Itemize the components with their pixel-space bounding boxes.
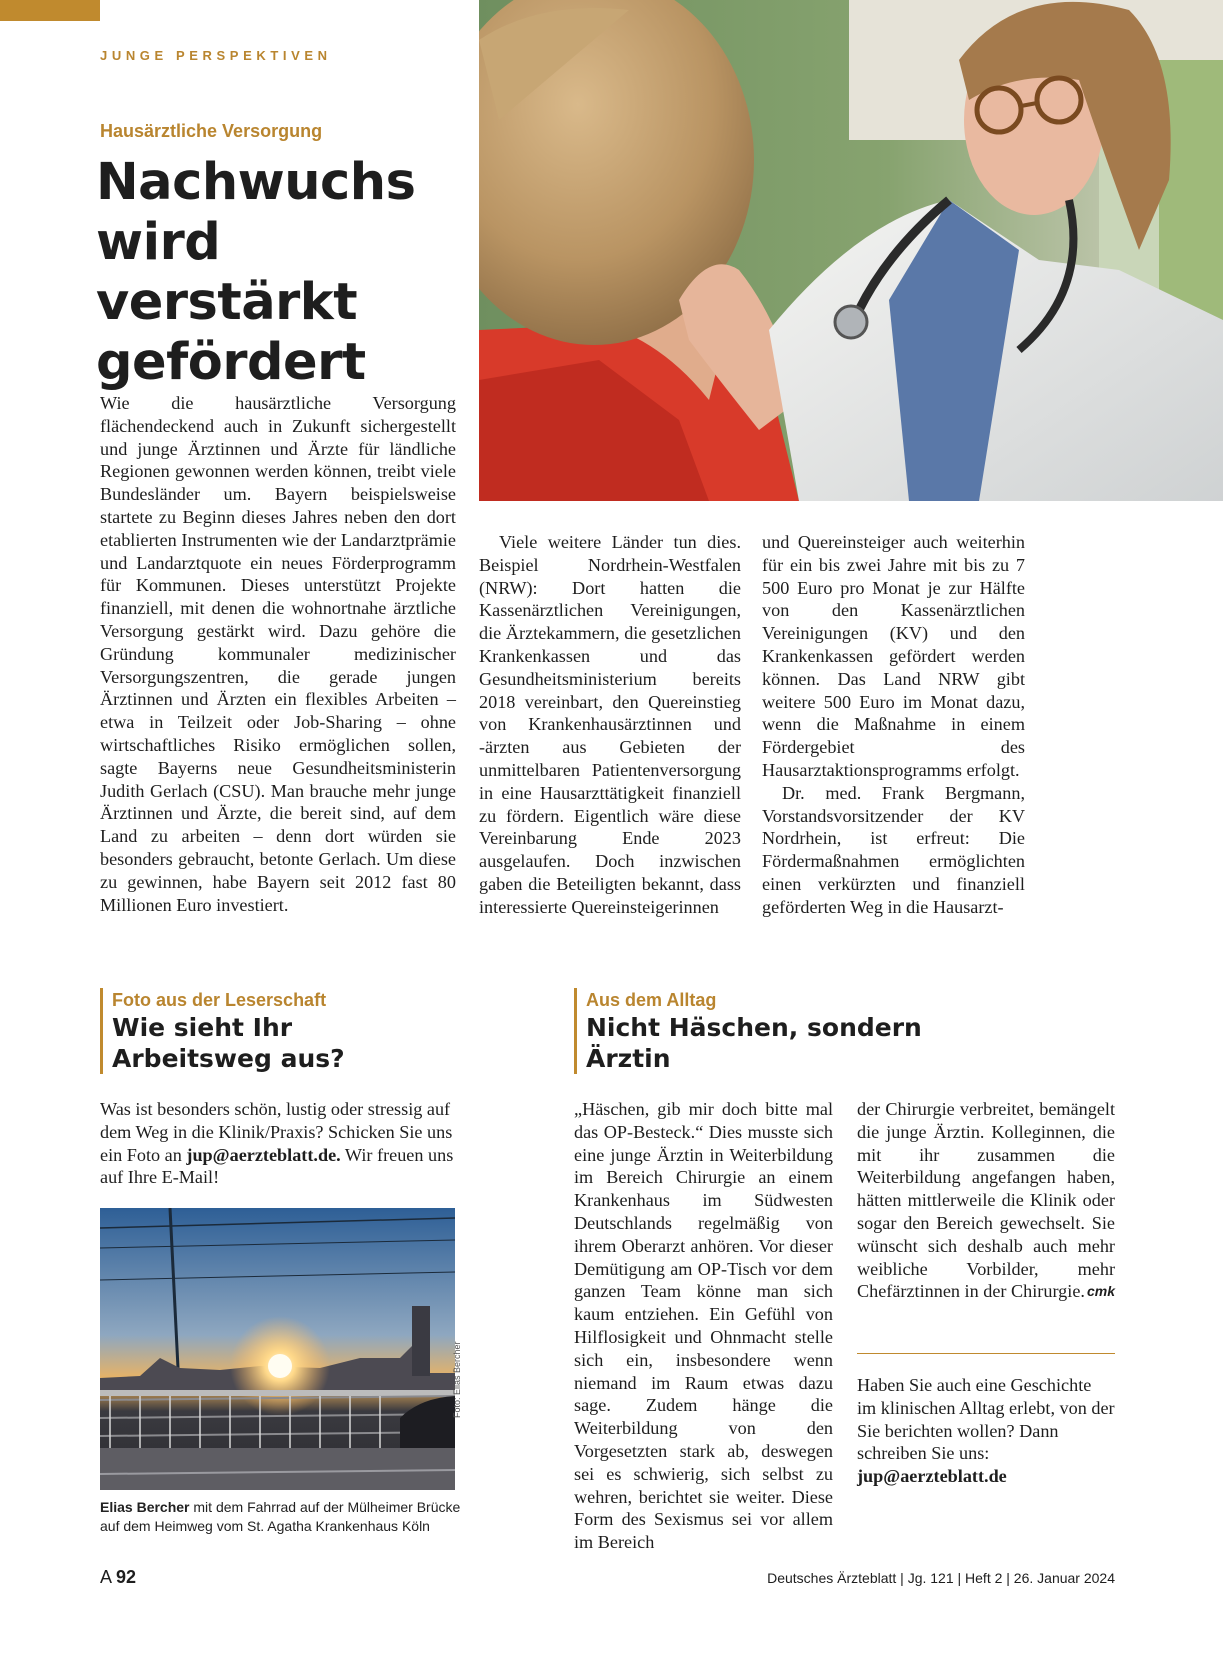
author-signature: cmk [1086, 1283, 1115, 1300]
article-headline: Nachwuchs wird verstärkt gefördert [96, 153, 416, 392]
story-paragraph: „Häschen, gib mir doch bitte mal das OP-Besteck.“ Dies musste sich eine junge Ärztin in Weiterbildung im Bereich Chirurgie an einem Krankenhaus im Südwesten Deutschlands regelmäßig von ihrem Oberarzt anhören. Vor dieser Demütigung am OP-Tisch vor dem ganzen Team könne man sich kaum entziehen. Ein Gefühl von Hilflosigkeit und Ohnmacht stelle sich ein, insbesondere wenn niemand im Raum etwas dazu sage. Zudem hänge die Weiterbildung von den Vorgesetzten stark ab, deswegen sei es schwierig, sich selbst zu wehren, berichtet sie weiter. Diese Form des Sexismus sei vor allem im Bereich [574, 1099, 833, 1553]
box-title: Wie sieht Ihr Arbeitsweg aus? [112, 1013, 345, 1073]
page-number: A 92 [100, 1567, 137, 1587]
box-kicker: Foto aus der Leserschaft [112, 990, 327, 1010]
hero-photo [479, 0, 1223, 501]
caption-text: mit dem Fahrrad auf der Mülheimer Brücke auf dem Heimweg vom St. Agatha Krankenhaus Köln [100, 1499, 461, 1534]
journal-info: Deutsches Ärzteblatt | Jg. 121 | Heft 2 | 26. Januar 2024 [767, 1570, 1115, 1586]
email-link[interactable]: jup@aerzteblatt.de. [186, 1144, 341, 1165]
box-title: Nicht Häschen, sondern Ärztin [586, 1013, 922, 1073]
article-kicker: Hausärztliche Versorgung [100, 121, 323, 141]
article-paragraph: Viele weitere Länder tun dies. Beispiel Nordrhein-Westfalen (NRW): Dort hatten die Kassenärztlichen Vereinigungen, die Ärztekammern, die gesetzlichen Krankenkassen und das Gesundheitsministerium bereits 2018 vereinbart, den Quereinstieg von Krankenhausärztinnen und -ärzten aus Gebieten der unmittelbaren Patientenversorgung in eine Hausarzttätigkeit finanziell zu fördern. Eigentlich wäre diese Vereinbarung Ende 2023 ausgelaufen. Doch inzwischen gaben die Beteiligten bekannt, dass interessierte Quereinsteigerinnen [479, 532, 741, 917]
caption-name: Elias Bercher [100, 1499, 190, 1515]
reader-photo-box-header [100, 988, 460, 1074]
article-paragraph: Wie die hausärztliche Versorgung flächendeckend auch in Zukunft sichergestellt und junge Ärztinnen und Ärzte für ländliche Regionen gewonnen werden können, treibt viele Bundesländer um. Bayern beispielsweise startete zu Beginn dieses Jahres neben den dort etablierten Instrumenten wie der Landarztprämie und Landarztquote ein neues Förderprogramm für Kommunen. Dieses unterstützt Projekte finanziell, mit denen die wohnortnahe ärztliche Versorgung gestärkt wird. Dazu gehöre die Gründung kommunaler medizinischer Versorgungszentren, die gerade jungen Ärztinnen und Ärzten ein flexibles Arbeiten – etwa in Teilzeit oder Job-Sharing – ohne wirtschaftliches Risiko ermöglichen sollen, sagte Bayerns neue Gesundheitsministerin Judith Gerlach (CSU). Man brauche mehr junge Ärztinnen und Ärzte, die bereit sind, auf dem Land zu arbeiten – denn dort würden sie besonders gebraucht, betonte Gerlach. Um diese zu gewinnen, habe Bayern seit 2012 fast 80 Millionen Euro investiert. [100, 393, 456, 915]
everyday-box-header [574, 988, 934, 1074]
article-paragraph: Dr. med. Frank Bergmann, Vorstandsvorsitzender der KV Nordrhein, ist erfreut: Die Fördermaßnahmen ermöglichten einen verkürzten und finanziell geförderten Weg in die Hausarzt- [762, 782, 1025, 917]
photo-credit: Foto: Elias Bercher [452, 1341, 462, 1418]
reader-photo [100, 1208, 455, 1490]
divider [857, 1353, 1115, 1354]
everyday-column-1 [574, 1098, 833, 1554]
article-paragraph: und Quereinsteiger auch weiterhin für ein bis zwei Jahre mit bis zu 7 500 Euro pro Monat je zur Hälfte von den Kassenärztlichen Vereinigungen (KV) und den Krankenkassen gefördert werden können. Das Land NRW gibt weitere 500 Euro im Monat dazu, wenn die Maßnahme in einem Fördergebiet des Hausarztaktionsprogramms erfolgt. [762, 532, 1025, 780]
article-column-1 [100, 392, 456, 916]
article-column-2 [479, 531, 741, 919]
article-column-3 [762, 531, 1025, 919]
everyday-column-2 [857, 1098, 1115, 1303]
photo-caption [100, 1498, 470, 1536]
accent-bar [0, 0, 100, 21]
reader-photo-box-text: Was ist besonders schön, lustig oder stressig auf dem Weg in die Klinik/Praxis? Schicken Sie uns ein Foto an jup@aerzteblatt.de. Wir freuen uns auf Ihre E-Mail! [100, 1099, 454, 1188]
story-paragraph: der Chirurgie verbreitet, bemängelt die junge Ärztin. Kolleginnen, die mit ihr zusammen die Weiterbildung angefangen haben, hätten mittlerweile die Klinik oder sogar den Bereich gewechselt. Sie wünscht sich deshalb auch mehr weibliche Vorbilder, mehr Chefärztinnen in der Chirurgie. cmk [857, 1099, 1115, 1302]
call-to-action: Haben Sie auch eine Geschichte im klinischen Alltag erlebt, von der Sie berichten wollen? Dann schreiben Sie uns: jup@aerzteblatt.de [857, 1375, 1115, 1487]
box-kicker: Aus dem Alltag [586, 990, 717, 1010]
email-link[interactable]: jup@aerzteblatt.de [857, 1466, 1007, 1487]
section-label: JUNGE PERSPEKTIVEN [100, 48, 332, 63]
